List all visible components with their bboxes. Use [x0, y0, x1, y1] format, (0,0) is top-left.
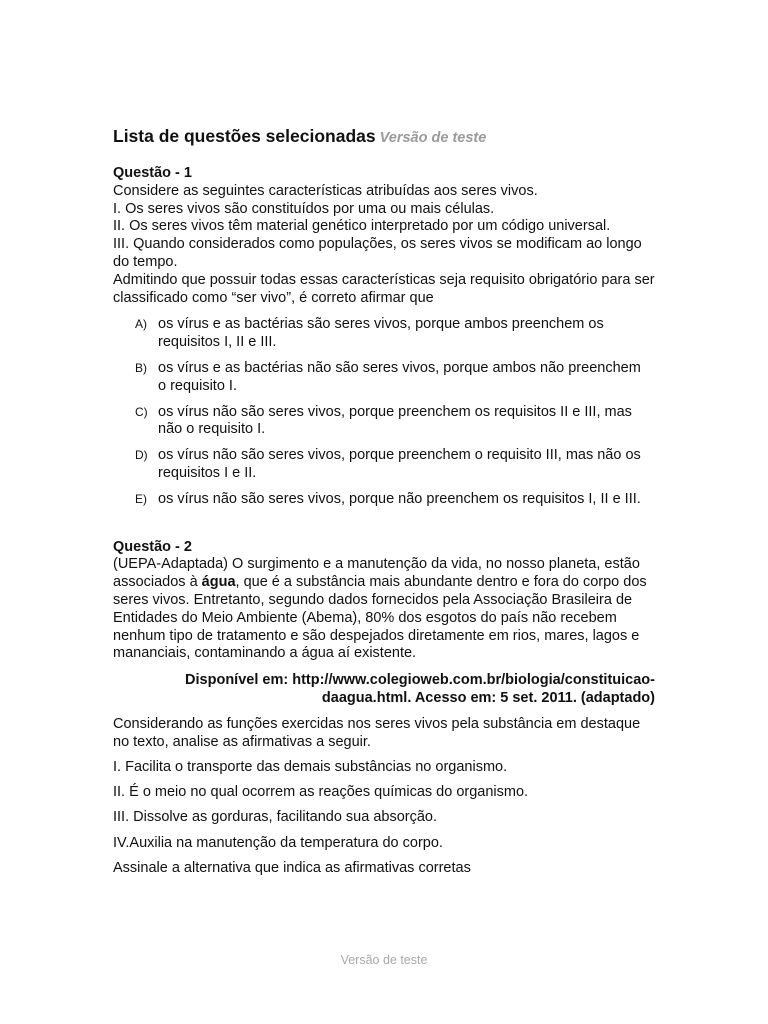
question-1-item-iii: III. Quando considerados como populações, os seres vivos se modificam ao longo do tempo.: [113, 236, 642, 270]
statement-i: I. Facilita o transporte das demais substâncias no organismo.: [113, 758, 508, 775]
intro-text-before: (UEPA-Adaptada) O surgimento e a manutenção da vida, no nosso planeta, estão associados à: [113, 556, 640, 591]
question-2-intro: [113, 556, 658, 663]
source-citation: Disponível em: http://www.colegioweb.com.br/biologia/constituicao-daagua.html. Acesso em: 5 set. 2011. (adaptado): [185, 672, 655, 706]
question-1: [113, 165, 658, 509]
question-1-prompt: Admitindo que possuir todas essas características seja requisito obrigatório para ser classificado como “ser vivo”, é correto afirmar que: [113, 271, 655, 306]
option-letter: A): [135, 317, 147, 332]
page-title: Lista de questões selecionadas: [113, 126, 376, 146]
option-letter: B): [135, 360, 147, 375]
question-1-item-ii: II. Os seres vivos têm material genético interpretado por um código universal.: [113, 218, 611, 235]
intro-highlight: água: [201, 574, 236, 591]
page-title-row: [113, 125, 658, 149]
option-text: os vírus e as bactérias não são seres vivos, porque ambos não preenchem o requisito I.: [158, 359, 641, 394]
option-a[interactable]: [113, 316, 658, 352]
option-d[interactable]: [113, 447, 658, 483]
option-b[interactable]: [113, 360, 658, 396]
option-text: os vírus não são seres vivos, porque preenchem o requisito III, mas não os requisitos I e II.: [158, 447, 641, 481]
intro-text-after: , que é a substância mais abundante dentro e fora do corpo dos seres vivos. Entretanto, segundo dados fornecidos pela Associação Brasileira de Entidades do Meio Ambiente (Abema), 80% dos esgotos do país não recebem nenhum tipo de tratamento e são despejados diretamente em rios, mares, lagos e mananciais, contaminando a água aí existente.: [113, 574, 647, 662]
option-letter: E): [135, 491, 147, 506]
question-2-prompt: Considerando as funções exercidas nos seres vivos pela substância em destaque no texto, analise as afirmativas a seguir.: [113, 715, 641, 750]
footer-version-tag: Versão de teste: [340, 953, 428, 967]
question-1-options: [113, 316, 658, 508]
question-1-item-i: I. Os seres vivos são constituídos por uma ou mais células.: [113, 200, 495, 217]
option-letter: C): [135, 404, 148, 419]
question-1-heading: Questão - 1: [113, 165, 192, 181]
question-2-heading: Questão - 2: [113, 538, 192, 555]
option-e[interactable]: [113, 491, 658, 509]
option-text: os vírus não são seres vivos, porque não preenchem os requisitos I, II e III.: [158, 490, 641, 507]
document-page: [113, 125, 658, 885]
option-text: os vírus e as bactérias são seres vivos, porque ambos preenchem os requisitos I, II e III.: [158, 316, 604, 351]
question-1-statement: Considere as seguintes características atribuídas aos seres vivos.: [113, 182, 538, 199]
statement-iv: IV.Auxilia na manutenção da temperatura do corpo.: [113, 834, 443, 851]
question-2-closing: Assinale a alternativa que indica as afirmativas corretas: [113, 860, 471, 876]
option-c[interactable]: [113, 404, 658, 440]
statement-ii: II. É o meio no qual ocorrem as reações químicas do organismo.: [113, 784, 529, 801]
option-letter: D): [135, 448, 148, 463]
option-text: os vírus não são seres vivos, porque preenchem os requisitos II e III, mas não o requisito I.: [158, 403, 632, 438]
question-2: [113, 539, 658, 878]
version-tag: Versão de teste: [379, 130, 487, 146]
statement-iii: III. Dissolve as gorduras, facilitando sua absorção.: [113, 809, 437, 826]
